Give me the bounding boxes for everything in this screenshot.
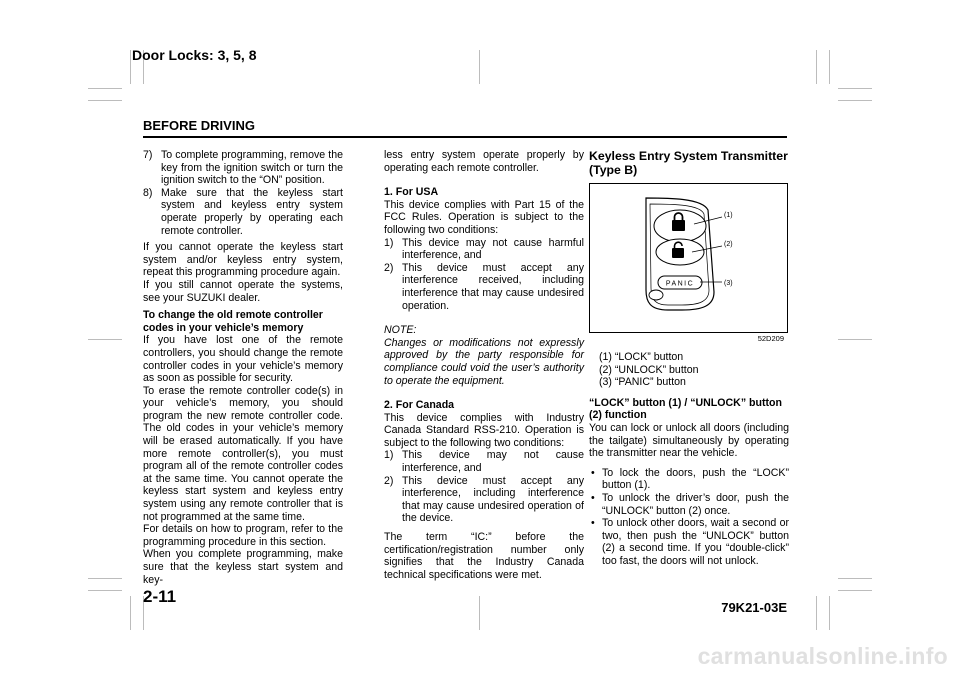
bullet-item: • To unlock the driver’s door, push the “UNLOCK” button (2) once.: [591, 491, 789, 517]
figure-code: 52D209: [757, 334, 784, 344]
paragraph: To erase the remote controller code(s) in your vehicle’s memory, you should program the new remote controller code. The old codes in your vehicle’s memory will be erased automatically. If you have more remote controller(s), you must program all of the remote controller codes at the same time. You cannot operate the keyless start system and keyless entry system using any remote controller that is not programmed at the same time.: [143, 384, 343, 523]
function-bullets: [589, 467, 789, 568]
bullet-item: • To lock the doors, push the “LOCK” button (1).: [591, 466, 789, 492]
canada-heading: 2. For Canada: [384, 399, 455, 412]
condition-item: 2) This device must accept any interference, including interference that may cause undesired operation of the device.: [384, 474, 584, 525]
paragraph: If you still cannot operate the systems, see your SUZUKI dealer.: [143, 278, 343, 304]
crop-mark: [88, 88, 122, 89]
section-title: BEFORE DRIVING: [143, 118, 255, 133]
canada-conditions: [384, 449, 584, 525]
transmitter-figure: [589, 183, 788, 344]
crop-mark: [838, 339, 872, 340]
note-text: Changes or modifications not expressly approved by the party responsible for compliance could void the user’s authority to operate the equipment.: [384, 336, 584, 387]
crop-mark: [479, 50, 480, 84]
procedure-steps: [143, 149, 343, 237]
crop-mark: [816, 596, 817, 630]
column-3: [589, 149, 789, 568]
paragraph: If you cannot operate the keyless start system and/or keyless entry system, repeat this programming procedure again.: [143, 241, 343, 279]
crop-mark: [88, 100, 122, 101]
paragraph: The term “IC:” before the certification/registration number only signifies that the Industry Canada technical specifications were met.: [384, 531, 584, 581]
callout-2-label: (2): [724, 241, 733, 248]
condition-item: 2) This device must accept any interference received, including interference that may cause undesired operation.: [384, 261, 584, 312]
paragraph: This device complies with Part 15 of the FCC Rules. Operation is subject to the following two conditions:: [384, 198, 584, 236]
callout-1-label: (1): [724, 212, 733, 219]
crop-mark: [838, 578, 872, 579]
paragraph: You can lock or unlock all doors (including the tailgate) simultaneously by operating the transmitter near the vehicle.: [589, 421, 789, 460]
crop-mark: [88, 590, 122, 591]
usa-heading: 1. For USA: [384, 186, 439, 199]
page-number: 2-11: [143, 587, 177, 606]
lock-icon: [672, 220, 685, 231]
subheading: To change the old remote controller codes in your vehicle’s memory: [143, 309, 323, 334]
transmitter-title: Keyless Entry System Transmitter (Type B): [589, 149, 788, 177]
callout-3-label: (3): [724, 280, 733, 287]
footer-watermark: carmanualsonline.info: [697, 643, 948, 669]
legend-item: (1) “LOCK” button: [599, 351, 684, 363]
column-1: [143, 149, 343, 586]
crop-mark: [829, 596, 830, 630]
button-legend: [599, 351, 789, 389]
legend-item: (3) “PANIC” button: [599, 376, 686, 389]
key-fob-illustration: [590, 184, 787, 332]
legend-item: (2) “UNLOCK” button: [599, 363, 699, 376]
paragraph: When you complete programming, make sure that the keyless start system and key-: [143, 548, 343, 586]
crop-mark: [130, 596, 131, 630]
paragraph: If you have lost one of the remote controllers, you should change the remote controller codes in your vehicle’s memory as soon as possible for security.: [143, 334, 343, 385]
crop-mark: [130, 50, 131, 84]
note-label: NOTE:: [384, 324, 417, 337]
document-code: 79K21-03E: [721, 600, 787, 615]
usa-conditions: [384, 237, 584, 313]
condition-item: 1) This device may not cause harmful interference, and: [384, 236, 584, 262]
crop-mark: [816, 50, 817, 84]
crop-mark: [88, 578, 122, 579]
crop-mark: [838, 100, 872, 101]
header-rule: [143, 136, 787, 138]
unlock-icon: [672, 248, 684, 258]
bullet-item: • To unlock other doors, wait a second or two, then push the “UNLOCK” button (2) a second time. If you “double-click” too fast, the doors will not unlock.: [591, 517, 789, 567]
column-2: [384, 149, 584, 586]
paragraph: This device complies with Industry Canada Standard RSS-210. Operation is subject to the following two conditions:: [384, 411, 584, 449]
paragraph: less entry system operate properly by operating each remote controller.: [384, 149, 584, 174]
key-ring-hole: [649, 290, 663, 300]
crop-mark: [88, 339, 122, 340]
header-title: Door Locks: 3, 5, 8: [132, 47, 257, 63]
paragraph: For details on how to program, refer to the programming procedure in this section.: [143, 523, 343, 548]
panic-label: PANIC: [665, 280, 695, 288]
procedure-step: 7) To complete programming, remove the key from the ignition switch or turn the ignition switch to the “ON” position.: [143, 149, 343, 187]
crop-mark: [829, 50, 830, 84]
crop-mark: [479, 596, 480, 630]
crop-mark: [838, 88, 872, 89]
crop-mark: [838, 590, 872, 591]
function-heading: “LOCK” button (1) / “UNLOCK” button (2) function: [589, 396, 782, 422]
condition-item: 1) This device may not cause interference, and: [384, 449, 584, 475]
procedure-step: 8) Make sure that the keyless start system and keyless entry system operate properly by operating each remote controller.: [143, 186, 343, 237]
